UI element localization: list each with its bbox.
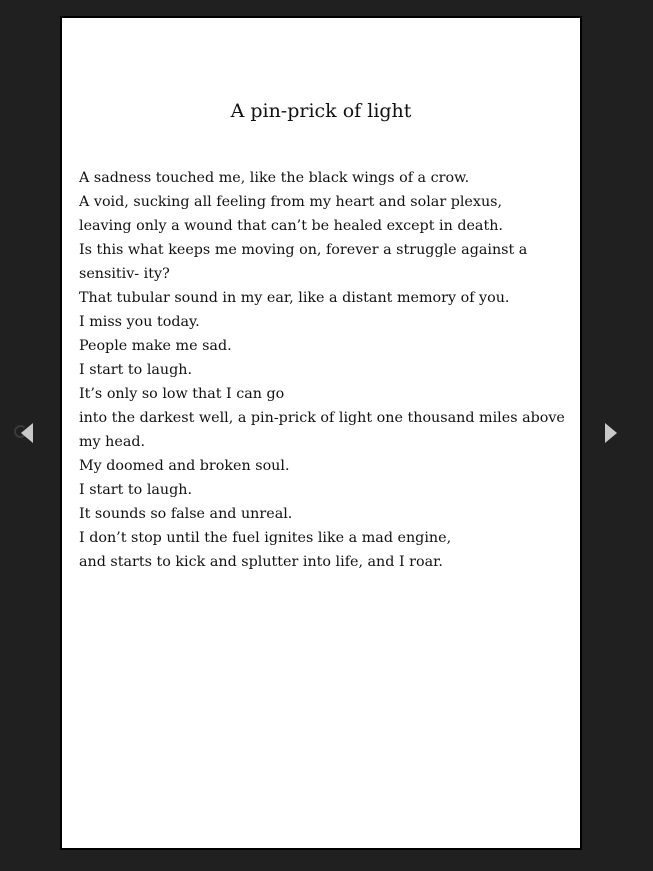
triangle-right-icon: [605, 423, 617, 443]
poem-line: It sounds so false and unreal.: [79, 506, 293, 522]
poem-line: into the darkest well, a pin-prick of light one thousand miles above my head.: [79, 410, 565, 450]
poem-line: and starts to kick and splutter into life, and I roar.: [79, 554, 443, 570]
previous-page-button[interactable]: [14, 420, 40, 446]
triangle-left-icon: [21, 423, 33, 443]
poem-line: My doomed and broken soul.: [79, 458, 290, 474]
poem-line: leaving only a wound that can’t be healed except in death.: [79, 218, 503, 234]
poem-line: I miss you today.: [79, 314, 200, 330]
book-page: [60, 16, 582, 850]
page-title: A pin-prick of light: [230, 100, 412, 122]
poem-line: I start to laugh.: [79, 362, 193, 378]
poem-line: I start to laugh.: [79, 482, 193, 498]
poem-line: People make me sad.: [79, 338, 232, 354]
poem-line: That tubular sound in my ear, like a distant memory of you.: [79, 290, 510, 306]
poem-line: A sadness touched me, like the black wings of a crow.: [79, 170, 470, 186]
poem-line: I don’t stop until the fuel ignites like a mad engine,: [79, 530, 452, 546]
poem-line: Is this what keeps me moving on, forever a struggle against a sensitiv- ity?: [79, 242, 528, 282]
poem-text: [79, 166, 568, 574]
poem-line: A void, sucking all feeling from my heart and solar plexus,: [79, 194, 503, 210]
poem-line: It’s only so low that I can go: [79, 386, 285, 402]
next-page-button[interactable]: [598, 420, 624, 446]
